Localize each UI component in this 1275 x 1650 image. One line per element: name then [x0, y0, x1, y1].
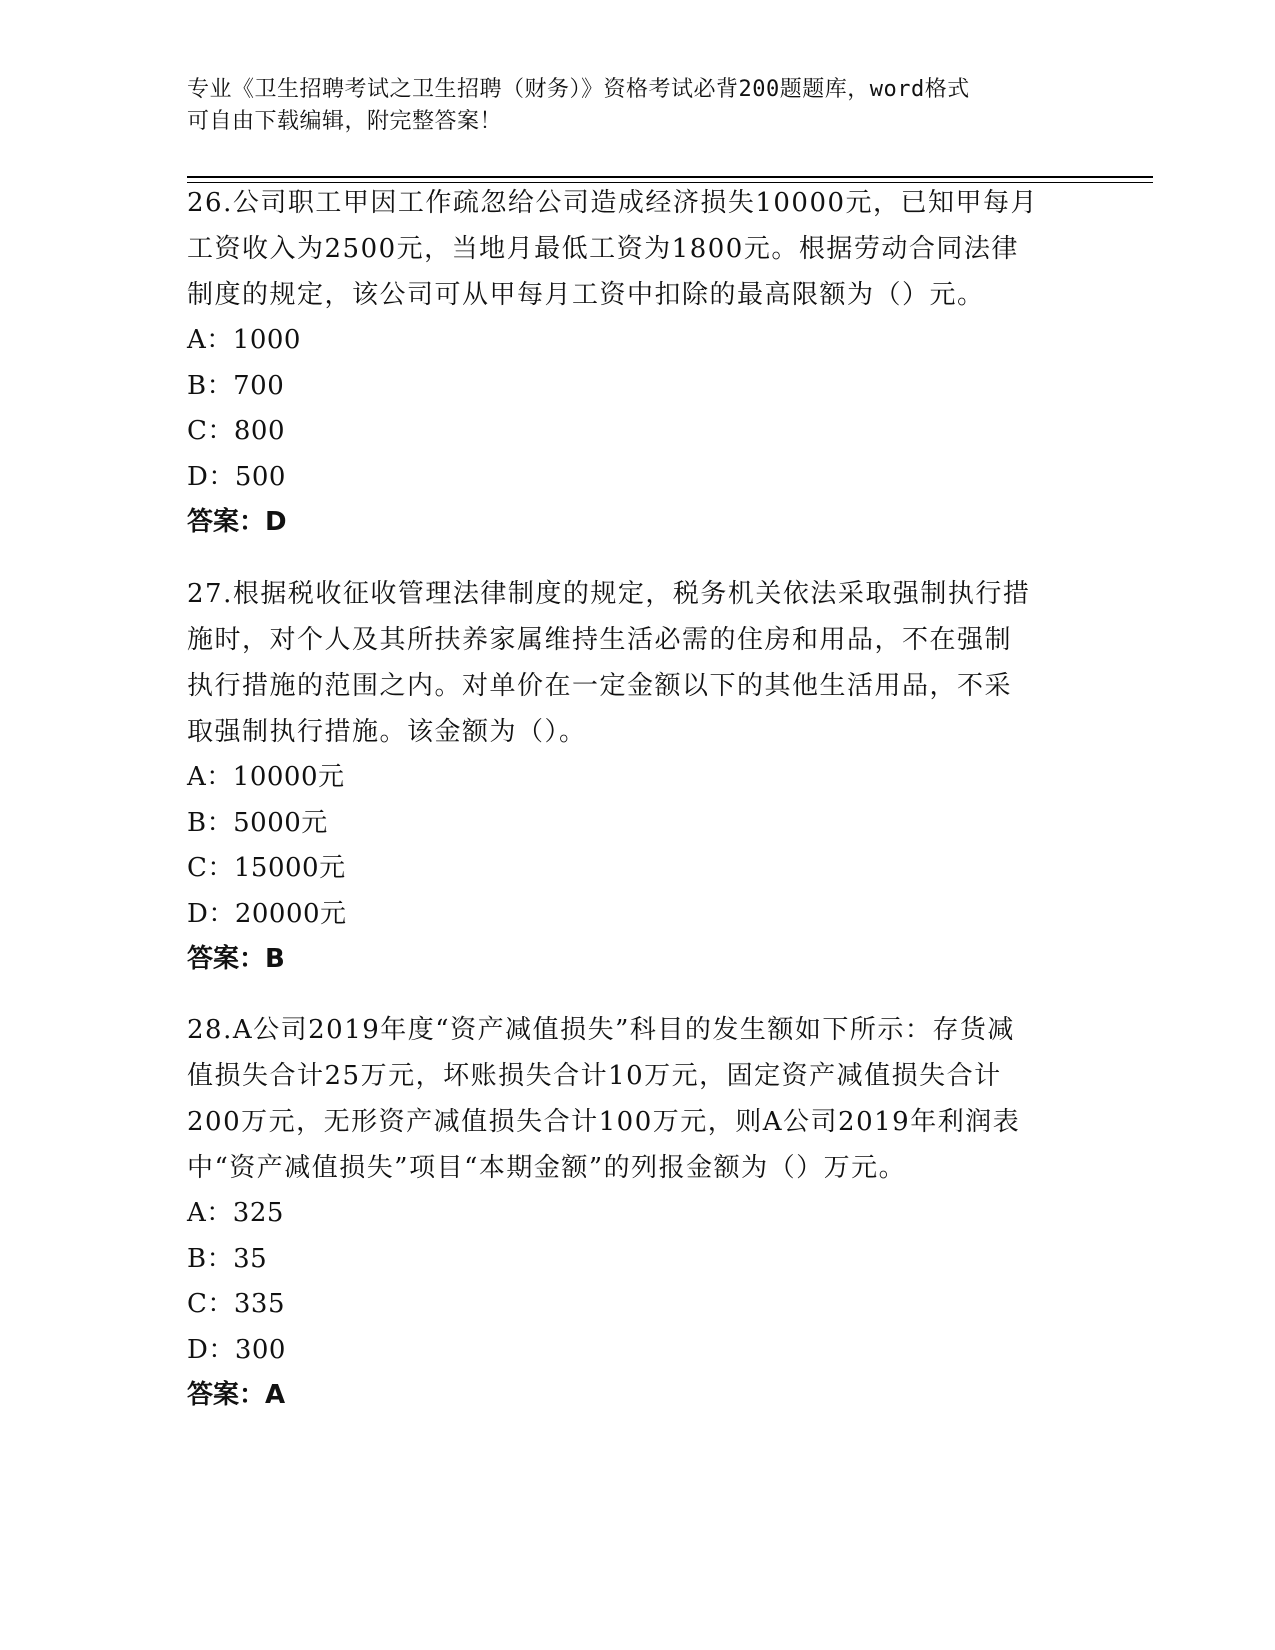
header-line-2: 可自由下载编辑，附完整答案！ [187, 109, 503, 134]
answer-value: B [265, 944, 285, 974]
option-d: D：500 [187, 461, 286, 492]
question-text-line: 中“资产减值损失”项目“本期金额”的列报金额为（）万元。 [187, 1153, 907, 1183]
option-c: C：335 [187, 1289, 286, 1319]
document-header [187, 74, 1087, 138]
option-b: B：35 [187, 1243, 268, 1274]
option-a: A：325 [187, 1198, 284, 1228]
answer-label: 答案： [187, 944, 266, 974]
answer-value: A [265, 1380, 286, 1410]
question-text-line: 执行措施的范围之内。对单价在一定金额以下的其他生活用品，不采 [187, 671, 1013, 701]
option-d: D：300 [187, 1334, 286, 1365]
question-28 [187, 1007, 1107, 1418]
question-text-line: 200万元，无形资产减值损失合计100万元，则A公司2019年利润表 [187, 1107, 1021, 1137]
header-line-1: 专业《卫生招聘考试之卫生招聘（财务）》资格考试必背200题题库，word格式 [187, 77, 970, 102]
question-27 [187, 571, 1107, 982]
question-text-line: 28.A公司2019年度“资产减值损失”科目的发生额如下所示：存货减 [187, 1015, 1015, 1045]
question-text-line: 制度的规定，该公司可从甲每月工资中扣除的最高限额为（）元。 [187, 280, 985, 310]
question-text-line: 工资收入为2500元，当地月最低工资为1800元。根据劳动合同法律 [187, 234, 1019, 264]
answer-label: 答案： [187, 1380, 266, 1410]
answer-line [187, 937, 1107, 982]
answer-line [187, 1373, 1107, 1418]
question-text-line: 施时，对个人及其所扶养家属维持生活必需的住房和用品，不在强制 [187, 625, 1013, 655]
header-divider-thick [187, 176, 1153, 178]
option-a: A：10000元 [187, 762, 345, 792]
option-b: B：5000元 [187, 807, 328, 838]
answer-value: D [265, 507, 287, 537]
option-b: B：700 [187, 370, 285, 401]
question-text-line: 取强制执行措施。该金额为（）。 [187, 717, 587, 747]
option-a: A：1000 [187, 325, 301, 355]
question-text-line: 27.根据税收征收管理法律制度的规定，税务机关依法采取强制执行措 [187, 579, 1031, 609]
question-26 [187, 180, 1107, 545]
question-text-line: 26.公司职工甲因工作疏忽给公司造成经济损失10000元，已知甲每月 [187, 188, 1039, 218]
option-d: D：20000元 [187, 898, 347, 929]
option-c: C：800 [187, 416, 286, 446]
question-text-line: 值损失合计25万元，坏账损失合计10万元，固定资产减值损失合计 [187, 1061, 1002, 1091]
answer-label: 答案： [187, 507, 266, 537]
option-c: C：15000元 [187, 853, 346, 883]
answer-line [187, 500, 1107, 545]
